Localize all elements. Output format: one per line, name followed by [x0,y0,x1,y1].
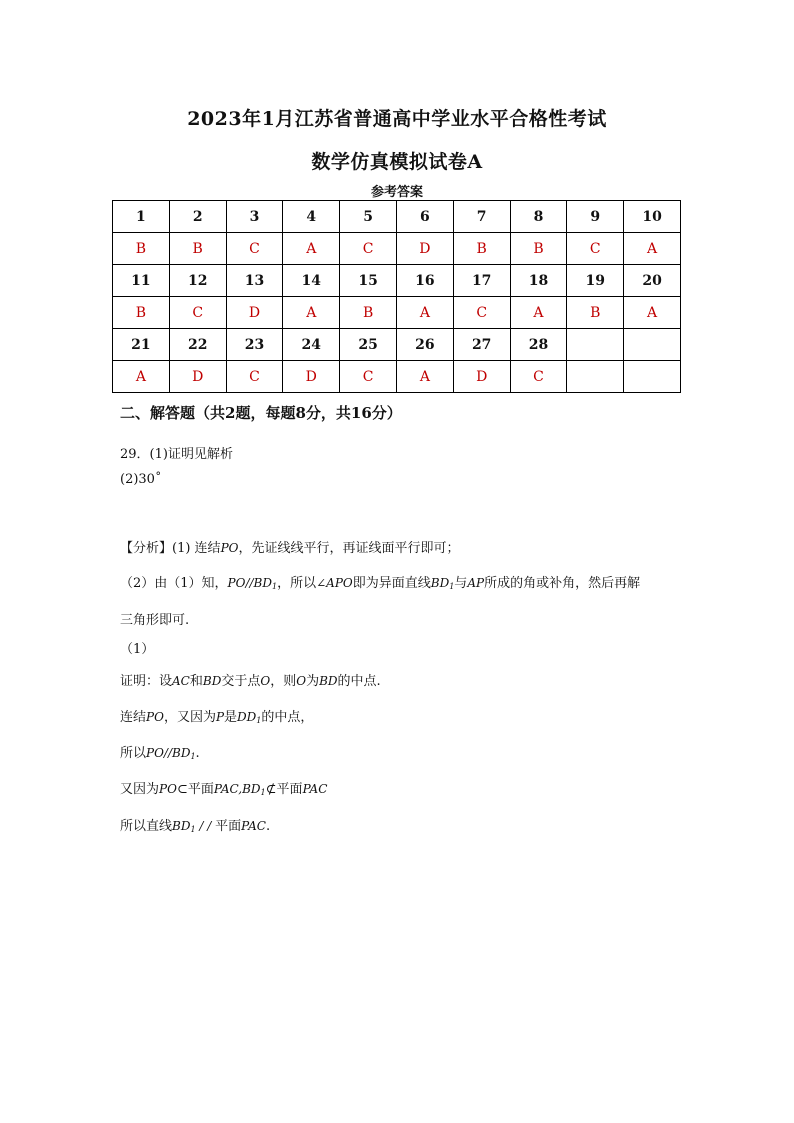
q29-part2-answer: (2)30˚ [120,472,162,487]
text: ，则 [270,674,297,689]
question-number-cell: 25 [340,329,397,361]
answer-cell: B [567,297,624,329]
answer-cell: D [226,297,283,329]
answer-cell: C [169,297,226,329]
answer-key-row [113,361,681,393]
text: ，所以 [277,576,317,591]
answer-cell: C [226,233,283,265]
answer-cell [624,361,681,393]
not-subset-symbol: ⊄ [265,782,277,797]
answer-cell: A [396,361,453,393]
text: 为 [306,674,320,689]
math-angle: ∠APO [316,576,353,590]
math-ac: AC [172,674,190,688]
subscript: 1 [260,788,266,797]
question-number-cell: 14 [283,265,340,297]
answer-table [112,200,681,393]
question-number-cell: 23 [226,329,283,361]
text: 和 [189,674,203,689]
question-number-cell: 21 [113,329,170,361]
math-parallel: PO//BD [227,576,272,590]
answer-cell: D [396,233,453,265]
math-pac: PAC [302,782,328,796]
answer-key-row [113,297,681,329]
math-po: PO [220,541,239,555]
math-ap: AP [467,576,485,590]
text: 所成的角或补角，然后再解 [484,576,641,591]
math-p: P [215,710,225,724]
question-number-cell: 8 [510,201,567,233]
math-bd1: BD [242,782,261,796]
answer-cell: A [510,297,567,329]
proof-line-4 [120,778,327,797]
question-number-row [113,265,681,297]
answer-cell: B [453,233,510,265]
question-number-cell: 27 [453,329,510,361]
answer-cell: B [340,297,397,329]
answer-cell: A [283,233,340,265]
math-bd: BD [319,674,338,688]
answer-cell: B [113,233,170,265]
text: 所以 [120,746,147,761]
answer-cell: D [169,361,226,393]
question-number-cell: 1 [113,201,170,233]
answer-cell: A [113,361,170,393]
question-number-row [113,201,681,233]
math-bd1: BD [172,819,191,833]
analysis-line-3: 三角形即可. [120,613,190,628]
question-number-cell: 24 [283,329,340,361]
parallel-symbol: / / [195,819,216,833]
answer-cell: A [624,297,681,329]
subset-symbol: ⊂ [176,782,188,797]
question-number-cell: 17 [453,265,510,297]
proof-line-1 [120,670,381,689]
math-pac: PAC [213,782,239,796]
text: 即为异面直线 [352,576,431,591]
page-subtitle: 数学仿真模拟试卷A [311,151,483,173]
question-number-cell: 15 [340,265,397,297]
math-bd1: BD [430,576,450,590]
answer-cell: A [283,297,340,329]
subscript: 1 [271,582,278,591]
text: 证明：设 [120,674,173,689]
answer-cell: B [113,297,170,329]
text: 又因为 [120,782,160,797]
question-number-row [113,329,681,361]
question-number-cell: 26 [396,329,453,361]
text: 平面 [215,819,242,834]
text: 的中点. [337,674,381,689]
text: ，先证线线平行，再证线面平行即可； [238,541,460,556]
question-number-cell: 20 [624,265,681,297]
text: 平面 [187,782,214,797]
math-dd1: DD [237,710,257,724]
question-number-cell: 28 [510,329,567,361]
math-o: O [260,674,271,688]
question-number-cell [624,329,681,361]
answer-cell: C [453,297,510,329]
section-heading: 二、解答题（共2题，每题8分，共16分） [120,404,402,422]
subscript: 1 [190,825,196,834]
answer-key-label: 参考答案 [370,185,423,200]
question-number-cell: 5 [340,201,397,233]
question-number-cell: 4 [283,201,340,233]
text: 连结 [120,710,147,725]
answer-cell: C [340,233,397,265]
answer-cell: B [510,233,567,265]
question-number-cell: 7 [453,201,510,233]
text: ，又因为 [163,710,216,725]
proof-line-5 [120,815,270,834]
analysis-line-2 [120,572,640,591]
analysis-line-1 [120,537,460,556]
text: . [265,819,271,834]
question-number-cell: 3 [226,201,283,233]
text: 交于点 [221,674,261,689]
q29-part1-answer: 29．(1)证明见解析 [120,447,233,462]
text: 所以直线 [120,819,173,834]
math-po: PO [146,710,164,724]
text: 平面 [276,782,303,797]
question-number-cell: 18 [510,265,567,297]
math-parallel: PO//BD [146,746,191,760]
question-number-cell: 19 [567,265,624,297]
question-number-cell: 9 [567,201,624,233]
subscript: 1 [449,582,455,591]
page-title: 2023年1月江苏省普通高中学业水平合格性考试 [187,108,607,130]
question-number-cell: 11 [113,265,170,297]
proof-line-2 [120,706,313,725]
math-bd: BD [202,674,222,688]
answer-cell [567,361,624,393]
answer-cell: B [169,233,226,265]
question-number-cell: 13 [226,265,283,297]
part1-label: （1） [120,642,155,657]
question-number-cell: 22 [169,329,226,361]
math-po: PO [159,782,177,796]
text: . [195,746,200,761]
answer-cell: C [340,361,397,393]
subscript: 1 [190,752,196,761]
question-number-cell [567,329,624,361]
question-number-cell: 12 [169,265,226,297]
question-number-cell: 16 [396,265,453,297]
question-number-cell: 6 [396,201,453,233]
answer-cell: A [396,297,453,329]
question-number-cell: 10 [624,201,681,233]
question-number-cell: 2 [169,201,226,233]
text: 【分析】(1) 连结 [120,541,221,556]
subscript: 1 [256,716,262,725]
math-o: O [296,674,307,688]
answer-cell: C [226,361,283,393]
answer-key-row [113,233,681,265]
proof-line-3 [120,742,200,761]
answer-cell: C [510,361,567,393]
answer-cell: D [453,361,510,393]
text: 的中点， [261,710,314,725]
text: （2）由（1）知， [120,576,228,591]
answer-cell: C [567,233,624,265]
text: 是 [224,710,238,725]
text: 与 [454,576,468,591]
math-pac: PAC [241,819,266,833]
answer-cell: D [283,361,340,393]
answer-cell: A [624,233,681,265]
comma: , [238,782,243,796]
